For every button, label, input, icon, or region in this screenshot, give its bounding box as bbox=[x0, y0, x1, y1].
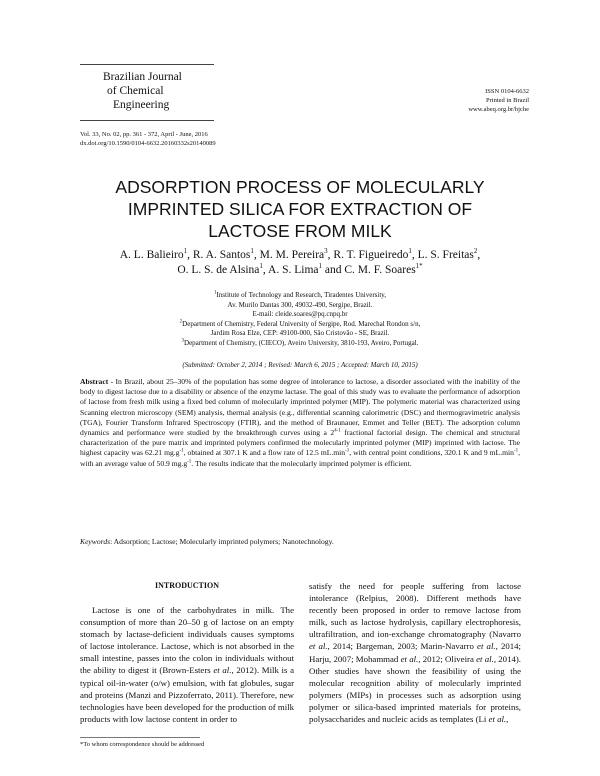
author-list bbox=[60, 248, 540, 278]
abstract-text: , with an average value of 50.9 mg.g bbox=[80, 448, 520, 468]
author-affil-mark: 1 bbox=[318, 262, 323, 271]
abstract-text: , obtained at 307.1 K and a flow rate of 12.5 mL.min bbox=[183, 448, 346, 458]
abstract bbox=[80, 377, 520, 469]
footnote-rule bbox=[80, 737, 200, 738]
separator: , bbox=[187, 249, 193, 261]
abstract-text: . The results indicate that the molecularly imprinted polymer is efficient. bbox=[191, 458, 412, 468]
author-affil-mark: 1 bbox=[408, 247, 412, 256]
submission-dates: (Submitted: October 2, 2014 ; Revised: March 6, 2015 ; Accepted: March 10, 2015) bbox=[182, 361, 418, 369]
journal-rule-top bbox=[80, 64, 214, 65]
separator: , bbox=[411, 249, 418, 261]
keywords-label: Keywords bbox=[80, 537, 111, 546]
citation bbox=[80, 130, 216, 148]
author: A. S. Lima bbox=[268, 264, 319, 276]
title-line3: LACTOSE FROM MILK bbox=[208, 221, 392, 241]
journal-url[interactable]: www.abeq.org.br/bjche bbox=[468, 106, 529, 113]
printed-in: Printed in Brazil bbox=[486, 97, 529, 104]
superscript: -1 bbox=[179, 448, 184, 454]
keywords-text: : Adsorption; Lactose; Molecularly imprinted polymers; Nanotechnology. bbox=[110, 537, 334, 546]
title-line1: ADSORPTION PROCESS OF MOLECULARLY bbox=[115, 177, 485, 197]
issn-block bbox=[468, 87, 529, 114]
abstract-label: Abstract bbox=[80, 377, 109, 386]
superscript: 4-1 bbox=[334, 428, 341, 434]
author: M. M. Pereira bbox=[259, 249, 325, 261]
separator: , bbox=[477, 249, 481, 261]
author-affil-mark: 3 bbox=[324, 247, 328, 256]
issn: ISSN 0104-6632 bbox=[485, 88, 529, 95]
affiliation-1-line1: Institute of Technology and Research, Tiradentes University, bbox=[216, 291, 387, 299]
journal-rule-bottom bbox=[80, 120, 214, 121]
author: A. L. Balieiro bbox=[119, 249, 184, 261]
superscript: -1 bbox=[513, 448, 519, 454]
author-affil-mark: 1 bbox=[250, 247, 254, 256]
keywords bbox=[80, 537, 520, 547]
author: C. M. F. Soares bbox=[344, 264, 416, 276]
body-column-right bbox=[309, 580, 521, 725]
affil-number: 3 bbox=[181, 338, 185, 344]
footnote: *To whom correspondence should be addressed bbox=[80, 741, 205, 748]
body-column-left bbox=[80, 604, 294, 725]
body-text: , 2012; Oliveira bbox=[418, 653, 477, 664]
body-text: , 2014; Harju, 2007; Mohammad bbox=[309, 641, 521, 664]
superscript: -1 bbox=[345, 448, 350, 454]
affiliation-2-line1: Department of Chemistry, Federal University of Sergipe, Rod. Marechal Rondon s/n, bbox=[182, 319, 421, 328]
abstract-text: - In Brazil, about 25–30% of the population has some degree of intolerance to lactose, a disorder associated with the inability of the body to digest lactose due to a disability or absence of the enzyme lactase. The goal of this study was to evaluate the performance of adsorption of lactose from fresh milk using a fixed bed column of molecularly imprinted polymer (MIP). The polymeric material was characterized using Scanning electron microscopy (SEM) analysis, thermal analysis (e.g., differential scanning calorimetric (DSC) and thermogravimetric analysis (TGA), Fourier Transform Infrared Spectroscopy (FTIR), and the method of Braunauer, Emmet and Teller (BET). The adsorption column dynamics and performance were studied by the breakthrough curves using a 2 bbox=[80, 377, 520, 438]
body-text-italic: et al. bbox=[309, 641, 328, 652]
journal-name-line3: Engineering bbox=[113, 99, 170, 111]
author-affil-mark: 1 bbox=[259, 262, 263, 271]
body-text: satisfy the need for people suffering from lactose intolerance (Relpius, 2008). Different methods have recently been proposed in order to remove lactose from milk, such as lactose hydrolysis, capillary electrophoresis, ultrafiltration, and ion-exchange chromatography (Navarro bbox=[309, 581, 521, 640]
section-heading-introduction: INTRODUCTION bbox=[154, 581, 219, 590]
separator: , bbox=[327, 249, 334, 261]
paragraph bbox=[80, 604, 294, 725]
affiliations bbox=[150, 291, 450, 348]
paper-title bbox=[60, 176, 540, 242]
journal-name-line1: Brazilian Journal bbox=[103, 71, 182, 83]
author: R. T. Figueiredo bbox=[333, 249, 409, 261]
paragraph bbox=[309, 580, 521, 725]
body-text-italic: et al. bbox=[400, 653, 419, 664]
author-affil-mark: 2 bbox=[473, 247, 478, 256]
abstract-text: , with central point conditions, 320.1 K and 9 mL.min bbox=[349, 448, 514, 458]
body-text-italic: et al. bbox=[213, 665, 232, 676]
body-text-italic: et al. bbox=[476, 653, 494, 664]
affiliation-1-line2: Av. Murilo Dantas 300, 49032-490, Sergipe, Brazil. bbox=[227, 300, 373, 309]
body-text-italic: et al. bbox=[477, 641, 496, 652]
title-line2: IMPRINTED SILICA FOR EXTRACTION OF bbox=[127, 199, 473, 219]
author: O. L. S. de Alsina bbox=[177, 264, 260, 276]
affil-number: 1 bbox=[213, 290, 217, 296]
author: L. S. Freitas bbox=[417, 249, 474, 261]
author-affil-mark: 1* bbox=[415, 262, 423, 271]
affiliation-2-line2: Jardim Rosa Elze, CEP: 49100-000, São Cristovão - SE, Brazil. bbox=[210, 329, 390, 337]
body-text: , 2014). Other studies have shown the feasibility of using the molecular recognition ability of molecularly imprinted polymers (MIPs) in processes such as adsorption using polymer or silica-based imprinted materials for proteins, polysaccharides and nucleic acids as templates (Li bbox=[309, 653, 522, 725]
body-text: , 2014; Bargeman, 2003; Marin-Navarro bbox=[327, 641, 478, 652]
separator: and bbox=[322, 264, 345, 276]
separator: , bbox=[262, 264, 269, 276]
volume-info: Vol. 33, No. 02, pp. 361 - 372, April - June, 2016 bbox=[80, 131, 208, 138]
author: R. A. Santos bbox=[192, 249, 251, 261]
abstract-text: fractional factorial design. The chemical and structural characterization of the pure matrix and imprinted polymers confirmed the molecularly imprinted polymer (MIP) imprinted with lactose. The highest capacity was 62.21 mg.g bbox=[80, 428, 520, 458]
body-text: , bbox=[506, 714, 509, 725]
body-text-italic: et al. bbox=[488, 714, 507, 725]
journal-name bbox=[103, 70, 182, 112]
affil-number: 2 bbox=[179, 319, 183, 325]
author-affil-mark: 1 bbox=[183, 247, 188, 256]
journal-name-line2: of Chemical bbox=[107, 85, 164, 97]
body-text: , 2012). Milk is a typical oil-in-water (o/w) emulsion, with fat globules, sugar and proteins (Manzi and Pizzoferrato, 2011). Therefore, new technologies have been developed for the production of milk products with low lactose content in order to bbox=[80, 665, 294, 724]
superscript: -1 bbox=[187, 459, 192, 465]
separator: , bbox=[253, 249, 260, 261]
affiliation-3-line1: Department of Chemistry, (CIECO), Aveiro University, 3810-193, Aveiro, Portugal. bbox=[184, 338, 419, 347]
affiliation-1-email[interactable]: E-mail: cleide.soares@pq.cnpq.br bbox=[252, 310, 348, 318]
body-text: Lactose is one of the carbohydrates in milk. The consumption of more than 20–50 g of lactose on an empty stomach by lactase-deficient individuals causes symptoms of lactose intolerance. Lactose, which is not absorbed in the small intestine, passes into the colon in individuals without the ability to digest it (Brown-Esters bbox=[80, 605, 294, 676]
doi[interactable]: dx.doi.org/10.1590/0104-6632.20160332s20140089 bbox=[80, 140, 216, 147]
